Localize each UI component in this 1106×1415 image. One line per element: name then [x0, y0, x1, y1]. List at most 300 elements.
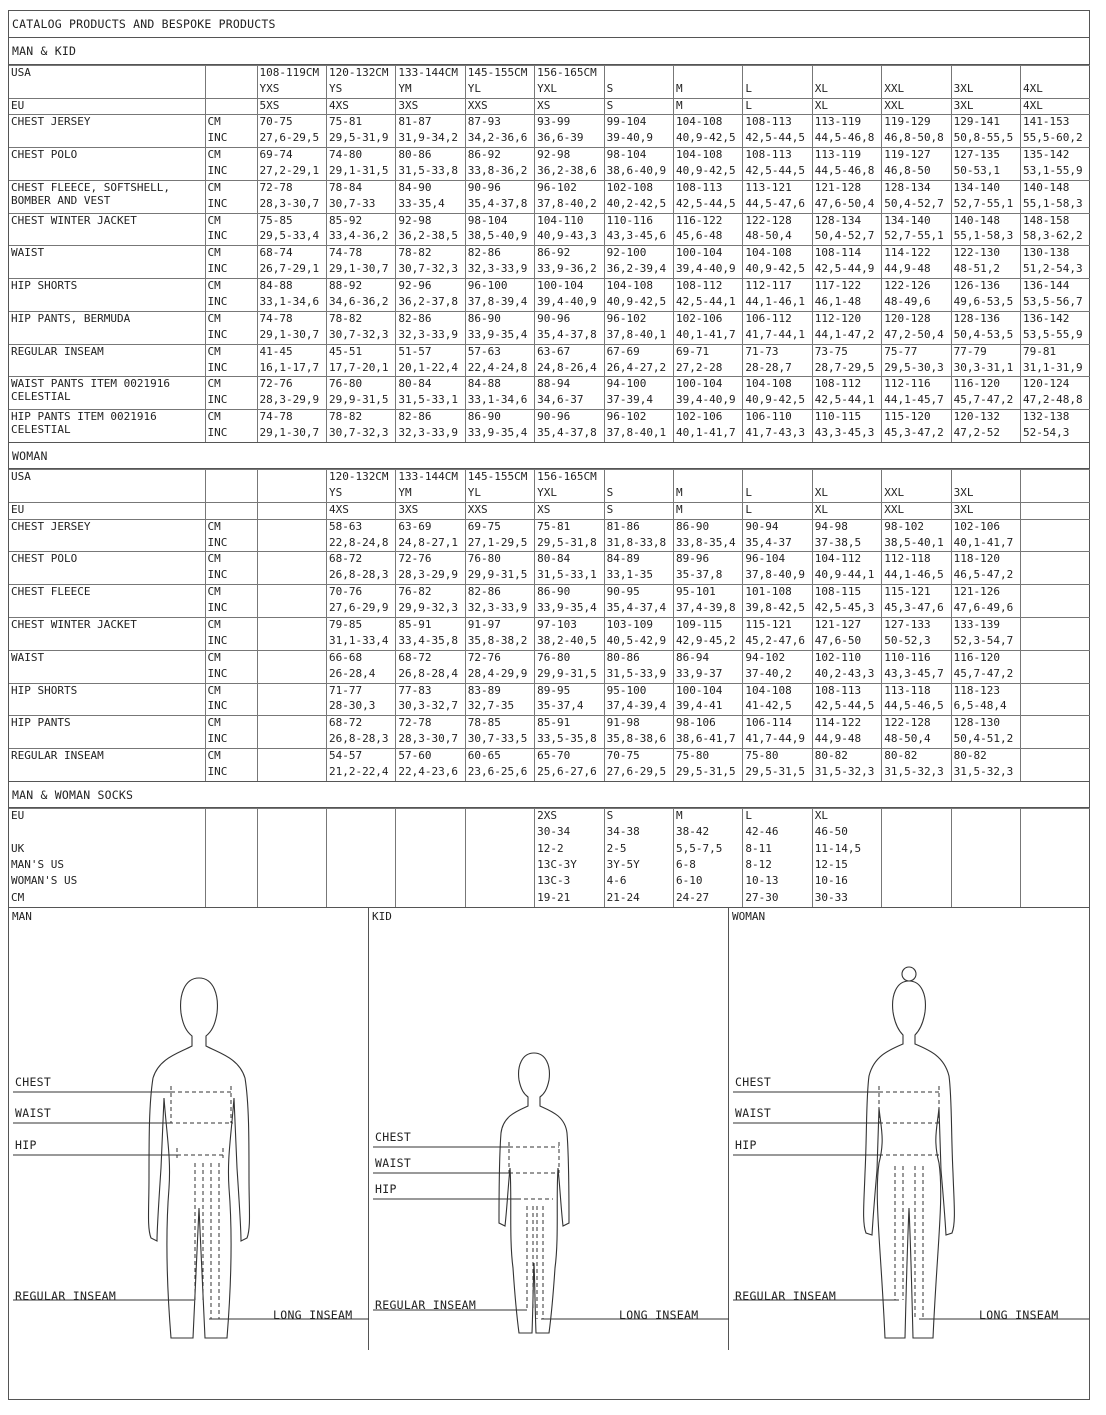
- value-cell-inc: 26,4-27,2: [604, 361, 673, 377]
- value-cell-cm: 84-90: [396, 180, 465, 196]
- value-cell-inc: 38,5-40,1: [882, 536, 951, 552]
- eu-cm-row: [9, 825, 1090, 841]
- value-cell-cm: 71-73: [743, 344, 812, 360]
- value-cell-inc: 44,9-48: [882, 262, 951, 278]
- value-cell-inc: 39,4-40,9: [673, 262, 742, 278]
- value-cell-inc: [1021, 667, 1090, 683]
- unit-cm: CM: [205, 344, 257, 360]
- value-cell-inc: 26,8-28,4: [396, 667, 465, 683]
- value-cell-inc: 27,1-29,5: [465, 536, 534, 552]
- value-cell-inc: 27,6-29,5: [604, 765, 673, 781]
- value-cell-inc: 39,4-40,9: [535, 295, 604, 311]
- size-cell: YXS: [257, 82, 326, 98]
- value-cell: [326, 858, 395, 874]
- size-cell: XL: [812, 98, 881, 114]
- unit-inc: INC: [205, 197, 257, 213]
- value-cell-cm: 122-130: [951, 246, 1020, 262]
- value-cell-cm: 78-84: [326, 180, 395, 196]
- value-cell-inc: 50,4-53,5: [951, 328, 1020, 344]
- value-cell-inc: 28,3-30,7: [396, 732, 465, 748]
- value-cell-cm: 82-86: [396, 311, 465, 327]
- value-cell-cm: 96-102: [535, 180, 604, 196]
- row-label: CHEST WINTER JACKET: [9, 213, 205, 246]
- value-cell-inc: 29,5-31,5: [743, 765, 812, 781]
- value-cell-inc: 35-37,8: [673, 568, 742, 584]
- value-cell-inc: 26,8-28,3: [326, 732, 395, 748]
- value-cell-inc: 31,5-32,3: [882, 765, 951, 781]
- usa-height-row: [9, 470, 1090, 486]
- row-label: EU: [9, 809, 205, 825]
- height-range-cell: [951, 66, 1020, 82]
- value-cell-cm: [257, 683, 326, 699]
- table-row: [9, 519, 1090, 535]
- value-cell-cm: 116-122: [673, 213, 742, 229]
- row-label: WAIST: [9, 650, 205, 683]
- value-cell-cm: 78-82: [326, 410, 395, 426]
- value-cell-cm: 90-94: [743, 519, 812, 535]
- value-cell-cm: [257, 552, 326, 568]
- height-range-cell: [743, 470, 812, 486]
- row-label: CHEST FLEECE: [9, 585, 205, 618]
- value-cell-cm: [257, 716, 326, 732]
- value-cell-cm: 100-104: [673, 377, 742, 393]
- value-cell-cm: 75-80: [673, 749, 742, 765]
- value-cell: [1021, 891, 1090, 907]
- value-cell-cm: 60-65: [465, 749, 534, 765]
- value-cell-cm: 74-80: [326, 147, 395, 163]
- value-cell-cm: 113-119: [812, 147, 881, 163]
- size-cell: [882, 809, 951, 825]
- unit-inc: INC: [205, 229, 257, 245]
- value-cell-cm: 87-93: [465, 115, 534, 131]
- value-cell-inc: 28,3-29,9: [257, 393, 326, 409]
- value-cell-inc: 36,2-39,4: [604, 262, 673, 278]
- table-row: [9, 410, 1090, 426]
- value-cell-cm: 80-82: [882, 749, 951, 765]
- socks-size-table: [9, 808, 1090, 907]
- value-cell-inc: 22,4-23,6: [396, 765, 465, 781]
- size-cell: M: [673, 82, 742, 98]
- value-cell: [951, 842, 1020, 858]
- unit-inc: INC: [205, 732, 257, 748]
- value-cell-inc: 29,5-31,8: [535, 536, 604, 552]
- value-cell-inc: 35,8-38,2: [465, 634, 534, 650]
- value-cell-cm: 128-134: [812, 213, 881, 229]
- value-cell-cm: 66-68: [326, 650, 395, 666]
- value-cell-inc: 29,9-31,5: [535, 667, 604, 683]
- value-cell-cm: 99-104: [604, 115, 673, 131]
- table-row: [9, 716, 1090, 732]
- value-cell-inc: 45,2-47,6: [743, 634, 812, 650]
- value-cell-cm: 108-114: [812, 246, 881, 262]
- size-cell: XL: [812, 82, 881, 98]
- table-row: [9, 683, 1090, 699]
- value-cell-cm: 69-71: [673, 344, 742, 360]
- empty-cell: [205, 503, 257, 519]
- row-label: USA: [9, 470, 205, 486]
- value-cell-cm: 98-106: [673, 716, 742, 732]
- value-cell: 4-6: [604, 874, 673, 890]
- value-cell-cm: 75-77: [882, 344, 951, 360]
- size-cell: [257, 503, 326, 519]
- value-cell-inc: 23,6-25,6: [465, 765, 534, 781]
- value-cell-cm: 104-108: [743, 246, 812, 262]
- unit-inc: INC: [205, 393, 257, 409]
- value-cell-cm: 57-60: [396, 749, 465, 765]
- value-cell-inc: 31,5-33,1: [396, 393, 465, 409]
- size-cell: M: [673, 98, 742, 114]
- size-cell: M: [673, 809, 742, 825]
- value-cell-cm: 80-82: [812, 749, 881, 765]
- table-row: [9, 650, 1090, 666]
- height-range-cell: [1021, 66, 1090, 82]
- size-cell: L: [743, 809, 812, 825]
- value-cell: 10-16: [812, 874, 881, 890]
- size-cell: [396, 809, 465, 825]
- section-title-man-kid: MAN & KID: [9, 38, 1089, 65]
- usa-height-row: [9, 66, 1090, 82]
- value-cell-cm: 119-127: [882, 147, 951, 163]
- value-cell-cm: 109-115: [673, 618, 742, 634]
- value-cell-cm: 58-63: [326, 519, 395, 535]
- value-cell-inc: 33,8-36,2: [465, 164, 534, 180]
- value-cell-inc: 33,9-36,2: [535, 262, 604, 278]
- value-cell-inc: 55,5-60,2: [1023, 131, 1083, 145]
- value-cell-cm: 86-90: [535, 585, 604, 601]
- unit-cm: CM: [205, 410, 257, 426]
- value-cell-cm: 92-100: [604, 246, 673, 262]
- value-cell-cm: 96-104: [743, 552, 812, 568]
- value-cell-cm: 104-108: [673, 147, 742, 163]
- value-cell-inc: 40,9-42,5: [743, 393, 812, 409]
- value-cell-inc: 30,7-32,3: [326, 426, 395, 442]
- label-regular-inseam-woman: REGULAR INSEAM: [735, 1289, 837, 1304]
- value-cell-inc: 29,5-31,5: [673, 765, 742, 781]
- unit-inc: INC: [205, 568, 257, 584]
- value-cell-cm: 78-82: [396, 246, 465, 262]
- label-regular-inseam-kid: REGULAR INSEAM: [375, 1298, 477, 1313]
- value-cell-inc: 44,9-48: [812, 732, 881, 748]
- value-cell-inc: 39,8-42,5: [743, 601, 812, 617]
- unit-inc: INC: [205, 164, 257, 180]
- label-chest-man: CHEST: [15, 1075, 52, 1090]
- row-label: EU: [9, 98, 205, 114]
- figure-man: [9, 908, 369, 1350]
- value-cell-cm: 102-106: [673, 410, 742, 426]
- value-cell: 42-46: [743, 825, 812, 841]
- size-cell: M: [673, 486, 742, 502]
- value-cell-inc: 30,3-31,1: [951, 361, 1020, 377]
- value-cell-cm: 95-101: [673, 585, 742, 601]
- row-label: USA: [9, 66, 205, 82]
- value-cell-cm: 136-142: [1021, 311, 1090, 327]
- value-cell-cm: 72-76: [465, 650, 534, 666]
- value-cell: [951, 874, 1020, 890]
- size-cell: YL: [465, 486, 534, 502]
- value-cell-cm: [1021, 650, 1090, 666]
- label-hip-man: HIP: [15, 1138, 37, 1153]
- value-cell-inc: [1021, 601, 1090, 617]
- height-range-cell: [257, 470, 326, 486]
- value-cell-cm: 110-115: [812, 410, 881, 426]
- empty-cell: [205, 858, 257, 874]
- value-cell-cm: 119-129: [882, 115, 951, 131]
- value-cell-inc: 48-49,6: [882, 295, 951, 311]
- empty-cell: [9, 486, 205, 502]
- value-cell: [882, 842, 951, 858]
- value-cell: [882, 874, 951, 890]
- value-cell: [326, 842, 395, 858]
- value-cell-cm: 74-78: [257, 311, 326, 327]
- label-hip-kid: HIP: [375, 1182, 397, 1197]
- size-cell: S: [604, 503, 673, 519]
- value-cell-cm: 91-98: [604, 716, 673, 732]
- eu-size-row: [9, 503, 1090, 519]
- value-cell-inc: 50,8-55,5: [951, 131, 1020, 147]
- value-cell-inc: 42,5-44,5: [812, 699, 881, 715]
- size-cell: 3XL: [951, 98, 1020, 114]
- value-cell-inc: [257, 699, 326, 715]
- figure-title-man: MAN: [12, 910, 32, 924]
- value-cell-cm: 128-130: [951, 716, 1020, 732]
- size-cell: XL: [812, 809, 881, 825]
- unit-inc: INC: [205, 634, 257, 650]
- value-cell: [882, 825, 951, 841]
- value-cell-inc: 52,7-55,1: [951, 197, 1020, 213]
- unit-cm: CM: [205, 519, 257, 535]
- value-cell-inc: 37-39,4: [604, 393, 673, 409]
- value-cell-inc: 28,3-30,7: [257, 197, 326, 213]
- value-cell-cm: 80-86: [396, 147, 465, 163]
- height-range-cell: [673, 470, 742, 486]
- value-cell: 3Y-5Y: [604, 858, 673, 874]
- value-cell-inc: 40,1-41,7: [673, 426, 742, 442]
- value-cell-inc: 48-50,4: [743, 229, 812, 245]
- value-cell-cm: 108-112: [673, 279, 742, 295]
- size-cell: [257, 486, 326, 502]
- value-cell-cm: 73-75: [812, 344, 881, 360]
- value-cell: 27-30: [743, 891, 812, 907]
- size-cell: L: [743, 98, 812, 114]
- value-cell-cm: 85-92: [326, 213, 395, 229]
- size-cell: XXL: [882, 486, 951, 502]
- value-cell-inc: 32,3-33,9: [396, 328, 465, 344]
- value-cell: 11-14,5: [812, 842, 881, 858]
- value-cell-cm: 96-102: [604, 410, 673, 426]
- value-cell-cm: 75-80: [743, 749, 812, 765]
- value-cell-inc: 37,4-39,4: [604, 699, 673, 715]
- value-cell-inc: [257, 634, 326, 650]
- size-cell: [257, 809, 326, 825]
- value-cell-cm: 106-110: [743, 410, 812, 426]
- value-cell-inc: 47,2-50,4: [882, 328, 951, 344]
- height-range-cell: [951, 470, 1020, 486]
- value-cell-inc: 30,7-32,3: [326, 328, 395, 344]
- value-cell-inc: 31,9-34,2: [396, 131, 465, 147]
- value-cell: 38-42: [673, 825, 742, 841]
- height-range-cell: [882, 470, 951, 486]
- value-cell-inc: 55,1-58,3: [1023, 196, 1083, 210]
- size-cell: 4XL: [1021, 98, 1090, 114]
- label-waist-kid: WAIST: [375, 1156, 412, 1171]
- value-cell-cm: 112-118: [882, 552, 951, 568]
- value-cell-cm: [1021, 519, 1090, 535]
- value-cell-inc: 47,6-50,4: [812, 197, 881, 213]
- value-cell-inc: 44,5-46,8: [812, 131, 881, 147]
- value-cell-cm: 102-108: [604, 180, 673, 196]
- value-cell-cm: [1021, 749, 1090, 765]
- value-cell-cm: 94-98: [812, 519, 881, 535]
- value-cell-inc: 29,9-31,5: [326, 393, 395, 409]
- label-chest-woman: CHEST: [735, 1075, 772, 1090]
- row-label: MAN'S US: [9, 858, 205, 874]
- value-cell-cm: 129-141: [951, 115, 1020, 131]
- size-cell: S: [604, 98, 673, 114]
- value-cell-inc: 44,1-47,2: [812, 328, 881, 344]
- value-cell-cm: 80-82: [951, 749, 1020, 765]
- value-cell-cm: 80-84: [535, 552, 604, 568]
- usa-size-row: [9, 486, 1090, 502]
- value-cell-inc: [1021, 699, 1090, 715]
- value-cell-inc: 29,5-30,3: [882, 361, 951, 377]
- size-cell: L: [743, 503, 812, 519]
- size-cell: YXL: [535, 486, 604, 502]
- value-cell-cm: 92-98: [535, 147, 604, 163]
- empty-cell: [9, 82, 205, 98]
- value-cell-inc: 30,7-33: [326, 197, 395, 213]
- value-cell-inc: 27,6-29,5: [257, 131, 326, 147]
- value-cell-cm: 100-104: [673, 246, 742, 262]
- value-cell: 8-12: [743, 858, 812, 874]
- value-cell: 8-11: [743, 842, 812, 858]
- value-cell-cm: 115-120: [882, 410, 951, 426]
- value-cell: [257, 858, 326, 874]
- value-cell-cm: 72-78: [396, 716, 465, 732]
- value-cell-inc: 40,9-42,5: [673, 131, 742, 147]
- value-cell-cm: 100-104: [535, 279, 604, 295]
- value-cell-cm: 75-81: [326, 115, 395, 131]
- value-cell-cm: 104-108: [743, 377, 812, 393]
- value-cell-inc: 40,2-42,5: [604, 197, 673, 213]
- unit-cm: CM: [205, 749, 257, 765]
- value-cell-inc: 28-28,7: [743, 361, 812, 377]
- value-cell-cm: 65-70: [535, 749, 604, 765]
- value-cell: [396, 842, 465, 858]
- table-row: [9, 749, 1090, 765]
- size-cell: M: [673, 503, 742, 519]
- value-cell-inc: 33,4-35,8: [396, 634, 465, 650]
- value-cell-inc: 43,3-45,3: [812, 426, 881, 442]
- value-cell-cm: 113-118: [882, 683, 951, 699]
- value-cell-cm: 133-139: [951, 618, 1020, 634]
- value-cell-inc: 31,5-32,3: [812, 765, 881, 781]
- value-cell-cm: 94-102: [743, 650, 812, 666]
- value-cell: [465, 858, 534, 874]
- value-cell-inc: 40,2-43,3: [812, 667, 881, 683]
- value-cell-cm: 102-110: [812, 650, 881, 666]
- label-waist-woman: WAIST: [735, 1106, 772, 1121]
- value-cell: [882, 858, 951, 874]
- value-cell-inc: 40,5-42,9: [604, 634, 673, 650]
- value-cell: [465, 842, 534, 858]
- value-cell-inc: 26-28,4: [326, 667, 395, 683]
- empty-cell: [205, 842, 257, 858]
- value-cell-inc: 41,7-44,9: [743, 732, 812, 748]
- value-cell-cm: 127-135: [951, 147, 1020, 163]
- value-cell-inc: 44,1-46,1: [743, 295, 812, 311]
- value-cell-inc: 29,9-32,3: [396, 601, 465, 617]
- unit-cm: CM: [205, 618, 257, 634]
- value-cell-cm: 108-113: [673, 180, 742, 196]
- value-cell-cm: 112-117: [743, 279, 812, 295]
- value-cell-cm: [257, 749, 326, 765]
- value-cell-inc: 44,5-47,6: [743, 197, 812, 213]
- value-cell: 34-38: [604, 825, 673, 841]
- value-cell-inc: 31,8-33,8: [604, 536, 673, 552]
- value-cell-inc: 24,8-27,1: [396, 536, 465, 552]
- size-cell: 3XL: [951, 82, 1020, 98]
- value-cell-cm: 74-78: [326, 246, 395, 262]
- value-cell: [1021, 842, 1090, 858]
- value-cell-inc: 45,7-47,2: [951, 667, 1020, 683]
- value-cell-cm: 75-81: [535, 519, 604, 535]
- row-label: UK: [9, 842, 205, 858]
- value-cell-inc: [1021, 732, 1090, 748]
- value-cell-cm: 141-153: [1021, 115, 1090, 131]
- value-cell-cm: 54-57: [326, 749, 395, 765]
- value-cell-cm: 80-86: [604, 650, 673, 666]
- value-cell-inc: 30,3-32,7: [396, 699, 465, 715]
- value-cell-inc: 27,6-29,9: [326, 601, 395, 617]
- value-cell-cm: 98-102: [882, 519, 951, 535]
- unit-cm: CM: [205, 115, 257, 131]
- empty-cell: [205, 809, 257, 825]
- value-cell-inc: 52-54,3: [1023, 426, 1070, 440]
- value-cell: [1021, 825, 1090, 841]
- value-cell: [951, 825, 1020, 841]
- value-cell-inc: 46,8-50,8: [882, 131, 951, 147]
- value-cell-cm: 51-57: [396, 344, 465, 360]
- value-cell-cm: 121-128: [812, 180, 881, 196]
- value-cell-inc: 34,6-36,2: [326, 295, 395, 311]
- value-cell-inc: 29,1-31,5: [326, 164, 395, 180]
- label-waist-man: WAIST: [15, 1106, 52, 1121]
- height-range-cell: 145-155CM: [465, 66, 534, 82]
- row-label: CM: [9, 891, 205, 907]
- value-cell-inc: 46,8-50: [882, 164, 951, 180]
- value-cell: [326, 874, 395, 890]
- value-cell-inc: 33,1-34,6: [465, 393, 534, 409]
- value-cell-inc: 40,9-42,5: [743, 262, 812, 278]
- value-cell-cm: 77-79: [951, 344, 1020, 360]
- value-cell-cm: 108-113: [743, 115, 812, 131]
- size-cell: 4XS: [326, 98, 395, 114]
- value-cell-cm: 75-85: [257, 213, 326, 229]
- value-cell-inc: 38,6-41,7: [673, 732, 742, 748]
- value-cell-cm: 100-104: [673, 683, 742, 699]
- value-cell-inc: 29,9-31,5: [465, 568, 534, 584]
- value-cell: [257, 842, 326, 858]
- value-cell-cm: 89-96: [673, 552, 742, 568]
- table-row: [9, 115, 1090, 131]
- value-cell-inc: 38,2-40,5: [535, 634, 604, 650]
- value-cell-cm: 103-109: [604, 618, 673, 634]
- value-cell-inc: [257, 667, 326, 683]
- value-cell-inc: 47,2-52: [951, 426, 1020, 442]
- value-cell-inc: 33,8-35,4: [673, 536, 742, 552]
- value-cell-inc: 28,7-29,5: [812, 361, 881, 377]
- value-cell-inc: 42,5-44,5: [673, 197, 742, 213]
